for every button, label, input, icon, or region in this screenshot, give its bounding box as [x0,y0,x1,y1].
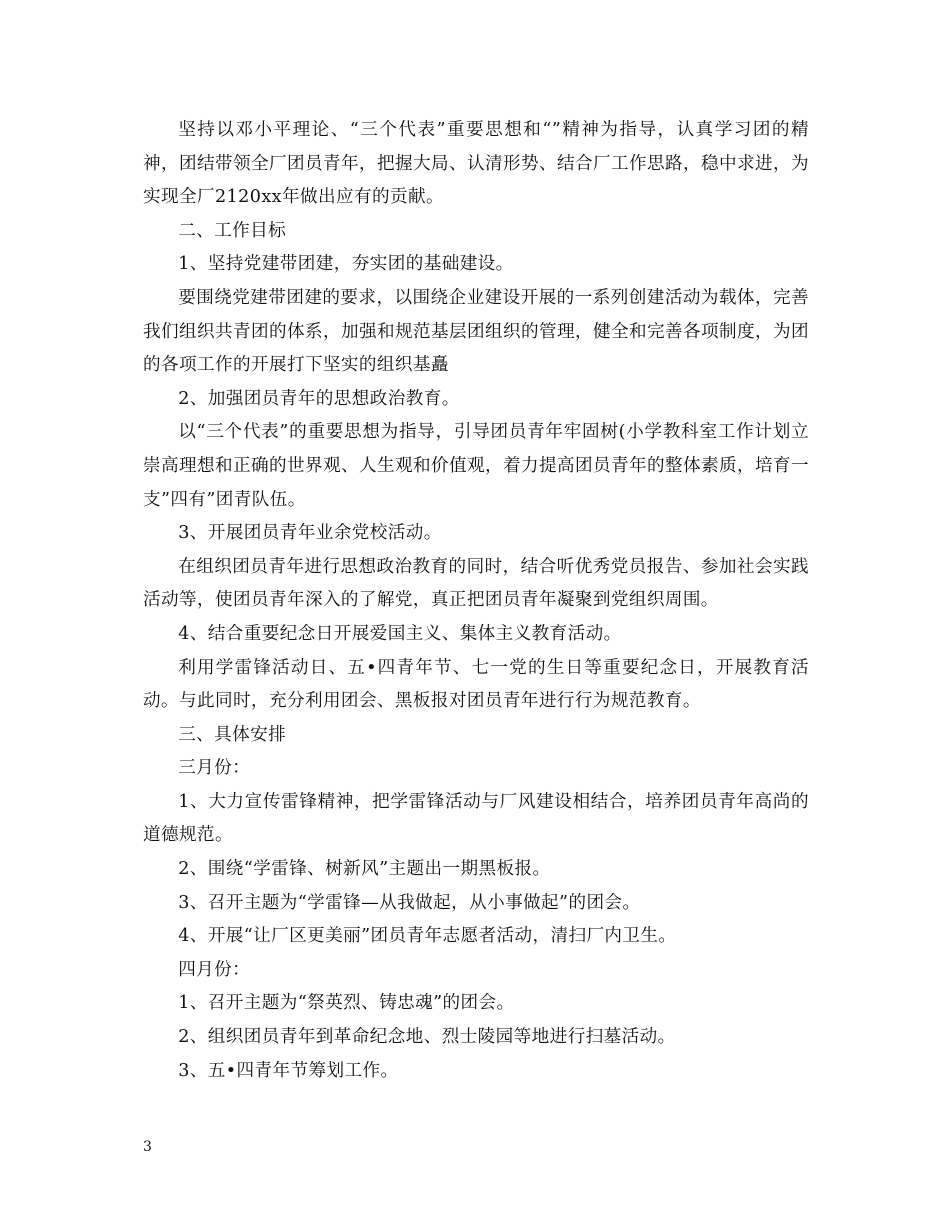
march-item-3: 3、召开主题为“学雷锋—从我做起，从小事做起”的团会。 [178,892,641,913]
march-item-4: 4、开展“让厂区更美丽”团员青年志愿者活动，清扫厂内卫生。 [178,926,677,947]
goal-item-4-body: 利用学雷锋活动日、五•四青年节、七一党的生日等重要纪念日，开展教育活动。与此同时，充分利用团会、黑板报对团员青年进行行为规范教育。 [143,657,809,712]
april-item-1: 1、召开主题为“祭英烈、铸忠魂”的团会。 [178,993,515,1014]
march-item-2: 2、围绕“学雷锋、树新风”主题出一期黑板报。 [178,859,551,880]
body-paragraph-guiding-principle: 坚持以邓小平理论、“三个代表”重要思想和“”精神为指导，认真学习团的精神，团结带领全厂团员青年，把握大局、认清形势、结合厂工作思路，稳中求进，为实现全厂2120xx年做出应有的贡献。 [143,120,809,208]
goal-item-1-body: 要围绕党建带团建的要求，以围绕企业建设开展的一系列创建活动为载体，完善我们组织共青团的体系，加强和规范基层团组织的管理，健全和完善各项制度，为团的各项工作的开展打下坚实的组织基矗 [143,287,809,376]
document-body [143,114,809,1088]
month-heading-april: 四月份： [178,959,251,980]
goal-item-2-heading: 2、加强团员青年的思想政治教育。 [178,388,460,409]
goal-item-3-body: 在组织团员青年进行思想政治教育的同时，结合听优秀党员报告、参加社会实践活动等，使团员青年深入的了解党，真正把团员青年凝聚到党组织周围。 [143,556,809,611]
goal-item-3-heading: 3、开展团员青年业余党校活动。 [178,523,442,544]
goal-item-1-heading: 1、坚持党建带团建，夯实团的基础建设。 [178,254,514,275]
goal-item-4-heading: 4、结合重要纪念日开展爱国主义、集体主义教育活动。 [178,623,622,644]
april-item-3: 3、五•四青年节筹划工作。 [178,1060,399,1081]
april-item-2: 2、组织团员青年到革命纪念地、烈士陵园等地进行扫墓活动。 [178,1027,676,1048]
march-item-1: 1、大力宣传雷锋精神，把学雷锋活动与厂风建设相结合，培养团员青年高尚的道德规范。 [143,791,809,846]
goal-item-2-body: 以“三个代表”的重要思想为指导，引导团员青年牢固树(小学教科室工作计划立崇高理想和正确的世界观、人生观和价值观，着力提高团员青年的整体素质，培育一支”四有”团青队伍。 [143,422,809,510]
page-number: 3 [143,1139,152,1155]
section-heading-arrangements: 三、具体安排 [178,724,287,745]
month-heading-march: 三月份： [178,758,251,779]
section-heading-work-goals: 二、工作目标 [178,220,287,241]
